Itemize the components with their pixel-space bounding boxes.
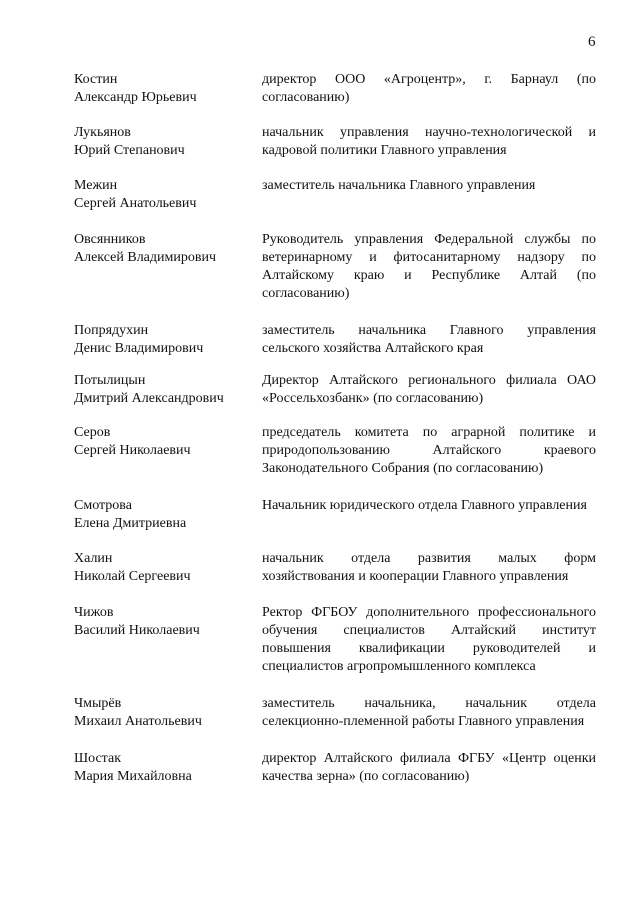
person-name bbox=[74, 124, 262, 160]
surname: Потылицын bbox=[74, 373, 146, 388]
surname: Шостак bbox=[74, 751, 121, 766]
list-item bbox=[0, 177, 640, 213]
role-description: заместитель начальника Главного управления сельского хозяйства Алтайского края bbox=[262, 323, 596, 356]
person-name bbox=[74, 497, 262, 533]
surname: Смотрова bbox=[74, 498, 132, 513]
given-name: Василий Николаевич bbox=[74, 623, 200, 638]
role-description: заместитель начальника Главного управления bbox=[262, 178, 536, 193]
role-description: директор ООО «Агроцентр», г. Барнаул (по согласованию) bbox=[262, 72, 596, 105]
given-name: Сергей Анатольевич bbox=[74, 196, 197, 211]
role-description: Ректор ФГБОУ дополнительного профессионального обучения специалистов Алтайский институт повышения квалификации руководителей и специалистов агропромышленного комплекса bbox=[262, 605, 596, 674]
person-name bbox=[74, 71, 262, 107]
given-name: Александр Юрьевич bbox=[74, 90, 197, 105]
surname: Чижов bbox=[74, 605, 114, 620]
list-item bbox=[0, 231, 640, 303]
list-item bbox=[0, 124, 640, 160]
surname: Лукьянов bbox=[74, 125, 131, 140]
given-name: Елена Дмитриевна bbox=[74, 516, 187, 531]
list-item bbox=[0, 372, 640, 408]
given-name: Юрий Степанович bbox=[74, 143, 185, 158]
person-name bbox=[74, 231, 262, 267]
given-name: Николай Сергеевич bbox=[74, 569, 191, 584]
list-item bbox=[0, 497, 640, 533]
role-description: Начальник юридического отдела Главного управления bbox=[262, 498, 587, 513]
given-name: Мария Михайловна bbox=[74, 769, 192, 784]
list-item bbox=[0, 695, 640, 731]
list-item bbox=[0, 71, 640, 107]
role-description: председатель комитета по аграрной политике и природопользованию Алтайского краевого Законодательного Собрания (по согласованию) bbox=[262, 425, 596, 476]
page-number: 6 bbox=[588, 34, 596, 50]
list-item bbox=[0, 550, 640, 586]
list-item bbox=[0, 424, 640, 478]
person-name bbox=[74, 604, 262, 640]
surname: Серов bbox=[74, 425, 111, 440]
person-name bbox=[74, 322, 262, 358]
role-description: заместитель начальника, начальник отдела селекционно-племенной работы Главного управления bbox=[262, 696, 596, 729]
surname: Овсянников bbox=[74, 232, 146, 247]
role-description: Директор Алтайского регионального филиала ОАО «Россельхозбанк» (по согласованию) bbox=[262, 373, 596, 406]
person-name bbox=[74, 424, 262, 460]
given-name: Денис Владимирович bbox=[74, 341, 204, 356]
person-name bbox=[74, 372, 262, 408]
list-item bbox=[0, 322, 640, 358]
surname: Халин bbox=[74, 551, 113, 566]
given-name: Дмитрий Александрович bbox=[74, 391, 224, 406]
role-description: директор Алтайского филиала ФГБУ «Центр оценки качества зерна» (по согласованию) bbox=[262, 751, 596, 784]
role-description: начальник управления научно-технологической и кадровой политики Главного управления bbox=[262, 125, 596, 158]
given-name: Сергей Николаевич bbox=[74, 443, 191, 458]
role-description: Руководитель управления Федеральной службы по ветеринарному и фитосанитарному надзору по Алтайскому краю и Республике Алтай (по согласованию) bbox=[262, 232, 596, 301]
person-name bbox=[74, 695, 262, 731]
given-name: Алексей Владимирович bbox=[74, 250, 217, 265]
person-name bbox=[74, 177, 262, 213]
person-name bbox=[74, 550, 262, 586]
surname: Межин bbox=[74, 178, 118, 193]
role-description: начальник отдела развития малых форм хозяйствования и кооперации Главного управления bbox=[262, 551, 596, 584]
given-name: Михаил Анатольевич bbox=[74, 714, 202, 729]
person-name bbox=[74, 750, 262, 786]
surname: Попрядухин bbox=[74, 323, 149, 338]
surname: Чмырёв bbox=[74, 696, 122, 711]
surname: Костин bbox=[74, 72, 118, 87]
member-list bbox=[0, 71, 640, 786]
list-item bbox=[0, 604, 640, 676]
list-item bbox=[0, 750, 640, 786]
